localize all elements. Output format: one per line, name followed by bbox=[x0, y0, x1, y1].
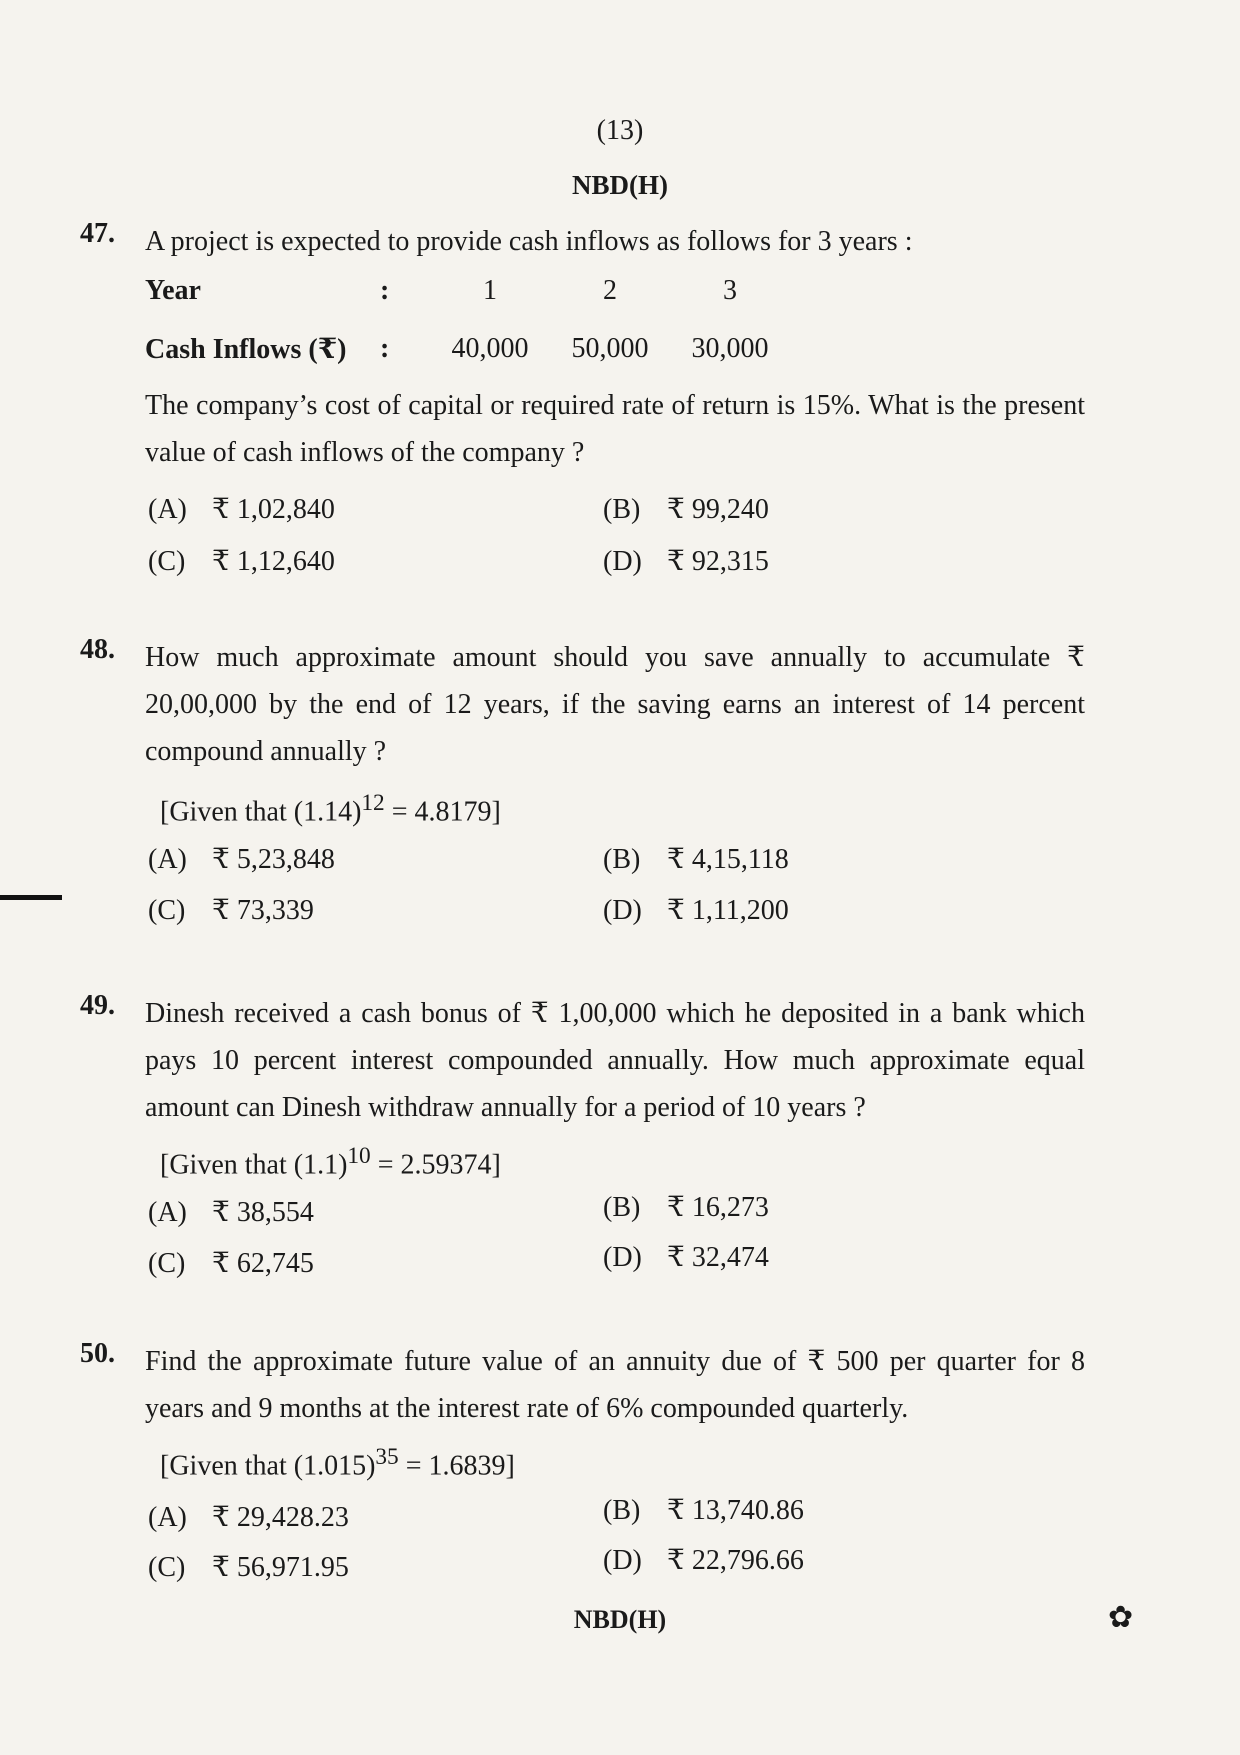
option-label: (C) bbox=[148, 895, 186, 926]
inflow-cell: 40,000 bbox=[451, 333, 529, 364]
given-suffix: = 1.6839] bbox=[398, 1450, 515, 1482]
option-value: ₹ 16,273 bbox=[667, 1192, 769, 1223]
paper-code-header: NBD(H) bbox=[572, 170, 668, 200]
option-value: ₹ 73,339 bbox=[212, 895, 314, 926]
inflow-cell: 50,000 bbox=[571, 333, 649, 364]
option-label: (D) bbox=[603, 1242, 642, 1273]
option-value: ₹ 22,796.66 bbox=[667, 1545, 804, 1576]
option-c[interactable] bbox=[148, 1550, 349, 1584]
table-row-inflows bbox=[145, 320, 790, 378]
row-separator: : bbox=[380, 275, 390, 306]
option-b[interactable] bbox=[603, 492, 769, 526]
year-cell: 3 bbox=[723, 275, 737, 306]
option-label: (D) bbox=[603, 895, 642, 926]
option-label: (C) bbox=[148, 546, 186, 577]
option-label: (B) bbox=[603, 844, 641, 875]
option-value: ₹ 92,315 bbox=[667, 546, 769, 577]
given-formula bbox=[160, 1143, 501, 1181]
option-value: ₹ 5,23,848 bbox=[212, 844, 335, 875]
option-value: ₹ 32,474 bbox=[667, 1242, 769, 1273]
option-label: (D) bbox=[603, 546, 642, 577]
option-d[interactable] bbox=[603, 893, 789, 927]
question-text: The company’s cost of capital or required rate of return is 15%. What is the present value of cash inflows of the company ? bbox=[145, 390, 1085, 468]
page-number: (13) bbox=[596, 115, 644, 146]
option-value: ₹ 4,15,118 bbox=[667, 844, 789, 875]
option-label: (A) bbox=[148, 494, 187, 525]
option-value: ₹ 56,971.95 bbox=[212, 1552, 349, 1583]
question-text: A project is expected to provide cash inflows as follows for 3 years : bbox=[145, 226, 913, 257]
option-c[interactable] bbox=[148, 1246, 314, 1280]
option-value: ₹ 99,240 bbox=[667, 494, 769, 525]
option-label: (A) bbox=[148, 1502, 187, 1533]
option-value: ₹ 62,745 bbox=[212, 1248, 314, 1279]
row-label: Year bbox=[145, 275, 201, 306]
question-number: 49. bbox=[80, 990, 115, 1021]
option-d[interactable] bbox=[603, 1240, 769, 1274]
given-exponent: 10 bbox=[347, 1143, 371, 1169]
given-exponent: 12 bbox=[361, 790, 385, 816]
option-value: ₹ 29,428.23 bbox=[212, 1502, 349, 1533]
option-b[interactable] bbox=[603, 1493, 804, 1527]
question-number: 48. bbox=[80, 634, 115, 665]
margin-mark bbox=[0, 895, 62, 900]
option-a[interactable] bbox=[148, 1500, 349, 1534]
row-separator: : bbox=[380, 333, 390, 364]
given-exponent: 35 bbox=[375, 1444, 399, 1470]
option-d[interactable] bbox=[603, 544, 769, 578]
option-a[interactable] bbox=[148, 1195, 314, 1229]
option-a[interactable] bbox=[148, 492, 335, 526]
table-row-year bbox=[145, 262, 790, 320]
option-label: (D) bbox=[603, 1545, 642, 1576]
option-c[interactable] bbox=[148, 893, 314, 927]
option-value: ₹ 1,11,200 bbox=[667, 895, 789, 926]
option-value: ₹ 38,554 bbox=[212, 1197, 314, 1228]
option-label: (B) bbox=[603, 1495, 641, 1526]
option-a[interactable] bbox=[148, 842, 335, 876]
question-text: Find the approximate future value of an annuity due of ₹ 500 per quarter for 8 years and 9 months at the interest rate of 6% compounded quarterly. bbox=[145, 1346, 1085, 1424]
row-label: Cash Inflows (₹) bbox=[145, 334, 347, 365]
inflow-cell: 30,000 bbox=[691, 333, 769, 364]
given-prefix: [Given that (1.015) bbox=[160, 1450, 376, 1482]
given-prefix: [Given that (1.14) bbox=[160, 796, 362, 828]
option-value: ₹ 13,740.86 bbox=[667, 1495, 804, 1526]
option-value: ₹ 1,12,640 bbox=[212, 546, 335, 577]
option-b[interactable] bbox=[603, 842, 789, 876]
paper-code-footer: NBD(H) bbox=[573, 1605, 667, 1634]
option-c[interactable] bbox=[148, 544, 335, 578]
question-text: How much approximate amount should you save annually to accumulate ₹ 20,00,000 by the end of 12 years, if the saving earns an interest of 14 percent compound annually ? bbox=[145, 642, 1085, 767]
given-suffix: = 2.59374] bbox=[370, 1149, 501, 1181]
question-number: 47. bbox=[80, 218, 115, 249]
option-label: (A) bbox=[148, 844, 187, 875]
flower-icon: ✿ bbox=[1108, 1600, 1134, 1635]
option-b[interactable] bbox=[603, 1190, 769, 1224]
option-label: (C) bbox=[148, 1552, 186, 1583]
option-label: (A) bbox=[148, 1197, 187, 1228]
option-value: ₹ 1,02,840 bbox=[212, 494, 335, 525]
option-label: (C) bbox=[148, 1248, 186, 1279]
year-cell: 1 bbox=[483, 275, 497, 306]
given-prefix: [Given that (1.1) bbox=[160, 1149, 348, 1181]
cash-inflow-table bbox=[145, 262, 790, 378]
given-formula bbox=[160, 1444, 515, 1482]
year-cell: 2 bbox=[603, 275, 617, 306]
question-number: 50. bbox=[80, 1338, 115, 1369]
question-text: Dinesh received a cash bonus of ₹ 1,00,000 which he deposited in a bank which pays 10 percent interest compounded annually. How much approximate equal amount can Dinesh withdraw annually for a period of 10 years ? bbox=[145, 998, 1085, 1123]
option-d[interactable] bbox=[603, 1543, 804, 1577]
given-formula bbox=[160, 790, 501, 828]
option-label: (B) bbox=[603, 494, 641, 525]
given-suffix: = 4.8179] bbox=[384, 796, 501, 828]
option-label: (B) bbox=[603, 1192, 641, 1223]
